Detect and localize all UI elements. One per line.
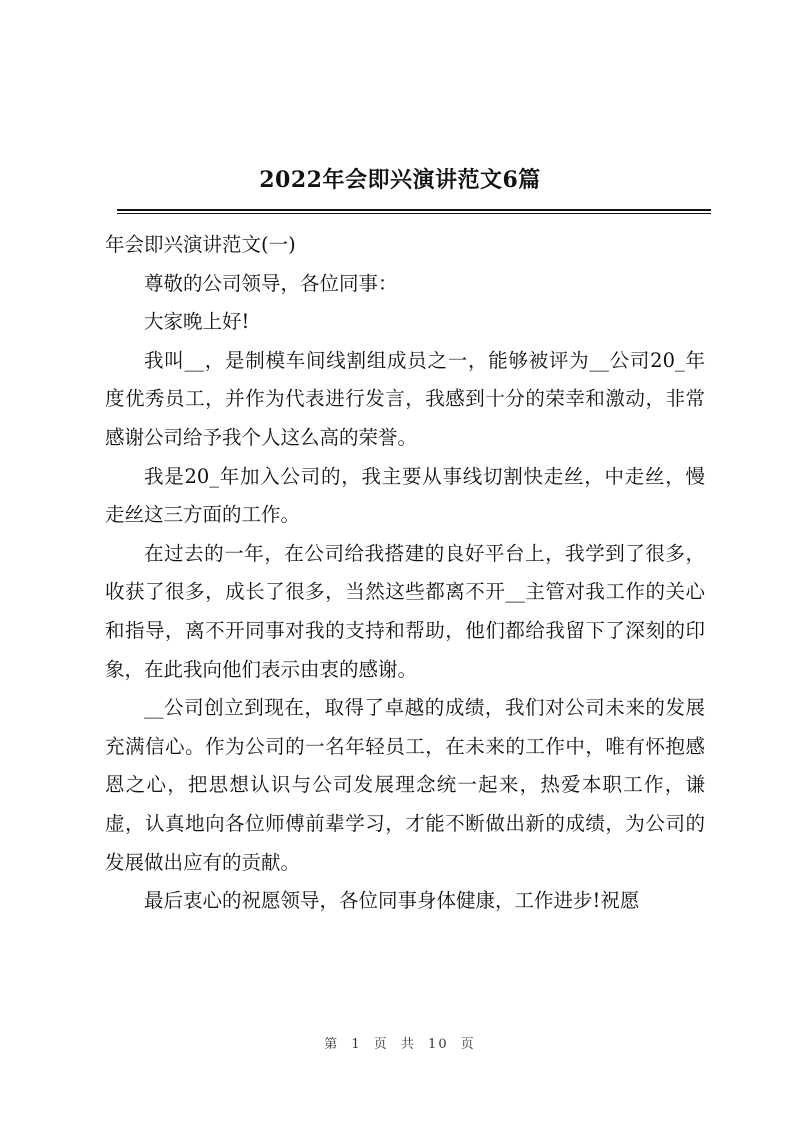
section-heading: 年会即兴演讲范文(一) — [105, 233, 296, 256]
paragraph: 我叫__，是制模车间线割组成员之一，能够被评为__公司20_年度优秀员工，并作为代表进行发言，我感到十分的荣幸和激动，非常感谢公司给予我个人这么高的荣誉。 — [105, 348, 705, 449]
title-divider-thin — [117, 213, 711, 214]
paragraph: 在过去的一年，在公司给我搭建的良好平台上，我学到了很多，收获了很多，成长了很多，当然这些都离不开__主管对我工作的关心和指导，离不开同事对我的支持和帮助，他们都给我留下了深刻的印象，在此我向他们表示由衷的感谢。 — [105, 541, 705, 681]
paragraph: 大家晚上好! — [144, 310, 250, 334]
title-divider-thick — [117, 209, 711, 211]
paragraph: 最后衷心的祝愿领导，各位同事身体健康，工作进步!祝愿 — [144, 889, 640, 913]
paragraph: 尊敬的公司领导，各位同事： — [144, 271, 398, 295]
document-title: 2022年会即兴演讲范文6篇 — [259, 167, 541, 193]
paragraph: __公司创立到现在，取得了卓越的成绩，我们对公司未来的发展充满信心。作为公司的一名年轻员工，在未来的工作中，唯有怀抱感恩之心，把思想认识与公司发展理念统一起来，热爱本职工作，谦虚，认真地向各位师傅前辈学习，才能不断做出新的成绩，为公司的发展做出应有的贡献。 — [105, 696, 705, 874]
paragraph: 我是20_年加入公司的，我主要从事线切割快走丝，中走丝，慢走丝这三方面的工作。 — [105, 464, 705, 527]
page-number-footer: 第 1 页 共 10 页 — [324, 1037, 476, 1052]
document-body — [105, 226, 705, 921]
